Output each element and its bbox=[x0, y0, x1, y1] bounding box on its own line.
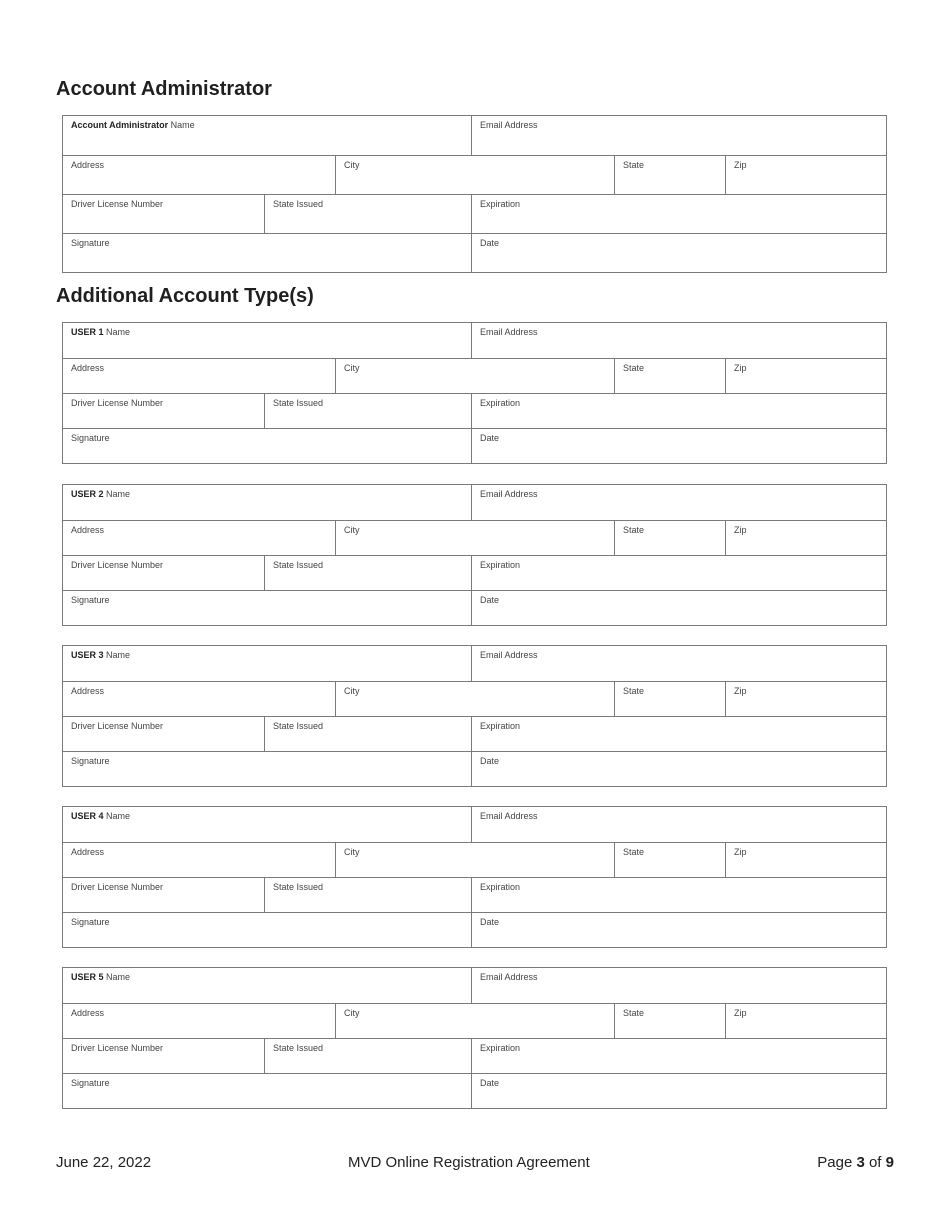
user-name-label: Name bbox=[103, 972, 131, 982]
user-address-label: Address bbox=[71, 847, 105, 857]
footer-document-title: MVD Online Registration Agreement bbox=[348, 1154, 590, 1171]
user-name-label: Name bbox=[103, 489, 131, 499]
user-email-label: Email Address bbox=[480, 972, 538, 982]
user-name-field[interactable] bbox=[63, 646, 471, 681]
user-expiration-field[interactable] bbox=[471, 1039, 886, 1073]
user-zip-field[interactable] bbox=[725, 1004, 886, 1038]
user-zip-field[interactable] bbox=[725, 682, 886, 716]
user-date-field[interactable] bbox=[471, 591, 886, 625]
admin-name-field[interactable] bbox=[63, 116, 471, 155]
user-date-label: Date bbox=[480, 756, 500, 766]
admin-zip-label: Zip bbox=[734, 160, 747, 170]
user-email-field[interactable] bbox=[471, 968, 886, 1003]
user-address-field[interactable] bbox=[63, 682, 335, 716]
user-zip-label: Zip bbox=[734, 847, 747, 857]
user-city-label: City bbox=[344, 363, 360, 373]
user-signature-label: Signature bbox=[71, 433, 110, 443]
user-state-label: State bbox=[623, 1008, 645, 1018]
user-state-label: State bbox=[623, 847, 645, 857]
admin-address-label: Address bbox=[71, 160, 105, 170]
user-zip-label: Zip bbox=[734, 686, 747, 696]
user-expiration-field[interactable] bbox=[471, 878, 886, 912]
user-state-label: State bbox=[623, 363, 645, 373]
user-expiration-field[interactable] bbox=[471, 556, 886, 590]
footer-page-number bbox=[817, 1154, 894, 1171]
user-signature-field[interactable] bbox=[63, 913, 471, 947]
user-state-issued-field[interactable] bbox=[264, 1039, 471, 1073]
footer-date: June 22, 2022 bbox=[56, 1154, 152, 1171]
user-expiration-label: Expiration bbox=[480, 721, 521, 731]
user-address-field[interactable] bbox=[63, 1004, 335, 1038]
user-expiration-label: Expiration bbox=[480, 560, 521, 570]
user-city-field[interactable] bbox=[335, 843, 614, 877]
user-email-label: Email Address bbox=[480, 811, 538, 821]
admin-expiration-label: Expiration bbox=[480, 199, 521, 209]
user-state-field[interactable] bbox=[614, 1004, 725, 1038]
user-address-field[interactable] bbox=[63, 359, 335, 393]
admin-expiration-field[interactable] bbox=[471, 195, 886, 233]
user-signature-label: Signature bbox=[71, 595, 110, 605]
user-state-issued-field[interactable] bbox=[264, 878, 471, 912]
user-city-label: City bbox=[344, 1008, 360, 1018]
user-state-issued-label: State Issued bbox=[273, 560, 324, 570]
user-number-label: USER 3 bbox=[71, 650, 104, 660]
admin-state-label: State bbox=[623, 160, 645, 170]
admin-city-field[interactable] bbox=[335, 156, 614, 194]
user-state-issued-field[interactable] bbox=[264, 394, 471, 428]
user-date-label: Date bbox=[480, 595, 500, 605]
user-signature-field[interactable] bbox=[63, 1074, 471, 1108]
user-number-label: USER 5 bbox=[71, 972, 104, 982]
user-dl-label: Driver License Number bbox=[71, 398, 164, 408]
user-email-field[interactable] bbox=[471, 323, 886, 358]
user-email-field[interactable] bbox=[471, 485, 886, 520]
user-address-label: Address bbox=[71, 363, 105, 373]
user-expiration-field[interactable] bbox=[471, 717, 886, 751]
user-date-label: Date bbox=[480, 917, 500, 927]
user-dl-label: Driver License Number bbox=[71, 882, 164, 892]
user-dl-field[interactable] bbox=[63, 717, 264, 751]
admin-dl-field[interactable] bbox=[63, 195, 264, 233]
user-dl-field[interactable] bbox=[63, 1039, 264, 1073]
admin-signature-label: Signature bbox=[71, 238, 110, 248]
user-dl-field[interactable] bbox=[63, 394, 264, 428]
footer-page-current: 3 bbox=[856, 1154, 865, 1171]
user-form bbox=[62, 967, 887, 1109]
user-number-label: USER 1 bbox=[71, 327, 104, 337]
footer-page-of: of bbox=[864, 1154, 886, 1171]
user-name-label: Name bbox=[103, 811, 131, 821]
user-name-field[interactable] bbox=[63, 485, 471, 520]
user-expiration-label: Expiration bbox=[480, 882, 521, 892]
user-date-field[interactable] bbox=[471, 1074, 886, 1108]
admin-email-field[interactable] bbox=[471, 116, 886, 155]
admin-name-label: Name bbox=[168, 120, 195, 130]
user-dl-label: Driver License Number bbox=[71, 560, 164, 570]
user-dl-field[interactable] bbox=[63, 556, 264, 590]
user-state-issued-field[interactable] bbox=[264, 556, 471, 590]
admin-dl-label: Driver License Number bbox=[71, 199, 164, 209]
user-form bbox=[62, 806, 887, 948]
user-form bbox=[62, 322, 887, 464]
user-state-field[interactable] bbox=[614, 682, 725, 716]
account-administrator-heading: Account Administrator bbox=[56, 78, 272, 100]
user-signature-label: Signature bbox=[71, 1078, 110, 1088]
user-zip-label: Zip bbox=[734, 363, 747, 373]
admin-city-label: City bbox=[344, 160, 360, 170]
user-dl-field[interactable] bbox=[63, 878, 264, 912]
user-city-field[interactable] bbox=[335, 359, 614, 393]
user-zip-label: Zip bbox=[734, 525, 747, 535]
user-state-field[interactable] bbox=[614, 843, 725, 877]
user-address-field[interactable] bbox=[63, 843, 335, 877]
user-signature-label: Signature bbox=[71, 917, 110, 927]
user-dl-label: Driver License Number bbox=[71, 1043, 164, 1053]
admin-zip-field[interactable] bbox=[725, 156, 886, 194]
user-number-label: USER 4 bbox=[71, 811, 104, 821]
user-state-label: State bbox=[623, 525, 645, 535]
user-zip-label: Zip bbox=[734, 1008, 747, 1018]
user-form bbox=[62, 484, 887, 626]
user-name-field[interactable] bbox=[63, 807, 471, 842]
user-state-field[interactable] bbox=[614, 521, 725, 555]
user-name-label: Name bbox=[103, 327, 131, 337]
user-expiration-field[interactable] bbox=[471, 394, 886, 428]
user-state-field[interactable] bbox=[614, 359, 725, 393]
user-state-issued-field[interactable] bbox=[264, 717, 471, 751]
admin-date-field[interactable] bbox=[471, 234, 886, 272]
account-administrator-form bbox=[62, 115, 887, 273]
user-date-field[interactable] bbox=[471, 913, 886, 947]
user-state-issued-label: State Issued bbox=[273, 1043, 324, 1053]
user-state-issued-label: State Issued bbox=[273, 721, 324, 731]
user-zip-field[interactable] bbox=[725, 521, 886, 555]
admin-email-label: Email Address bbox=[480, 120, 538, 130]
user-state-issued-label: State Issued bbox=[273, 882, 324, 892]
user-email-field[interactable] bbox=[471, 807, 886, 842]
user-email-label: Email Address bbox=[480, 489, 538, 499]
admin-address-field[interactable] bbox=[63, 156, 335, 194]
user-zip-field[interactable] bbox=[725, 843, 886, 877]
user-city-label: City bbox=[344, 686, 360, 696]
user-signature-label: Signature bbox=[71, 756, 110, 766]
user-expiration-label: Expiration bbox=[480, 1043, 521, 1053]
user-form bbox=[62, 645, 887, 787]
user-address-label: Address bbox=[71, 525, 105, 535]
user-city-field[interactable] bbox=[335, 1004, 614, 1038]
user-state-label: State bbox=[623, 686, 645, 696]
user-signature-field[interactable] bbox=[63, 429, 471, 463]
user-email-label: Email Address bbox=[480, 650, 538, 660]
admin-state-field[interactable] bbox=[614, 156, 725, 194]
user-signature-field[interactable] bbox=[63, 752, 471, 786]
user-zip-field[interactable] bbox=[725, 359, 886, 393]
admin-name-bold-label: Account Administrator bbox=[71, 120, 169, 130]
user-signature-field[interactable] bbox=[63, 591, 471, 625]
user-name-label: Name bbox=[103, 650, 131, 660]
user-number-label: USER 2 bbox=[71, 489, 104, 499]
user-dl-label: Driver License Number bbox=[71, 721, 164, 731]
user-email-label: Email Address bbox=[480, 327, 538, 337]
admin-state-issued-field[interactable] bbox=[264, 195, 471, 233]
user-date-field[interactable] bbox=[471, 429, 886, 463]
additional-account-types-heading: Additional Account Type(s) bbox=[56, 285, 314, 307]
user-address-label: Address bbox=[71, 686, 105, 696]
user-expiration-label: Expiration bbox=[480, 398, 521, 408]
user-city-field[interactable] bbox=[335, 682, 614, 716]
user-city-label: City bbox=[344, 847, 360, 857]
footer-page-word: Page bbox=[817, 1154, 857, 1171]
admin-state-issued-label: State Issued bbox=[273, 199, 324, 209]
user-email-field[interactable] bbox=[471, 646, 886, 681]
footer-page-total: 9 bbox=[885, 1154, 894, 1171]
user-name-field[interactable] bbox=[63, 968, 471, 1003]
user-date-label: Date bbox=[480, 1078, 500, 1088]
admin-signature-field[interactable] bbox=[63, 234, 471, 272]
user-address-label: Address bbox=[71, 1008, 105, 1018]
admin-date-label: Date bbox=[480, 238, 500, 248]
user-city-field[interactable] bbox=[335, 521, 614, 555]
user-address-field[interactable] bbox=[63, 521, 335, 555]
user-state-issued-label: State Issued bbox=[273, 398, 324, 408]
user-date-field[interactable] bbox=[471, 752, 886, 786]
user-city-label: City bbox=[344, 525, 360, 535]
user-name-field[interactable] bbox=[63, 323, 471, 358]
user-date-label: Date bbox=[480, 433, 500, 443]
